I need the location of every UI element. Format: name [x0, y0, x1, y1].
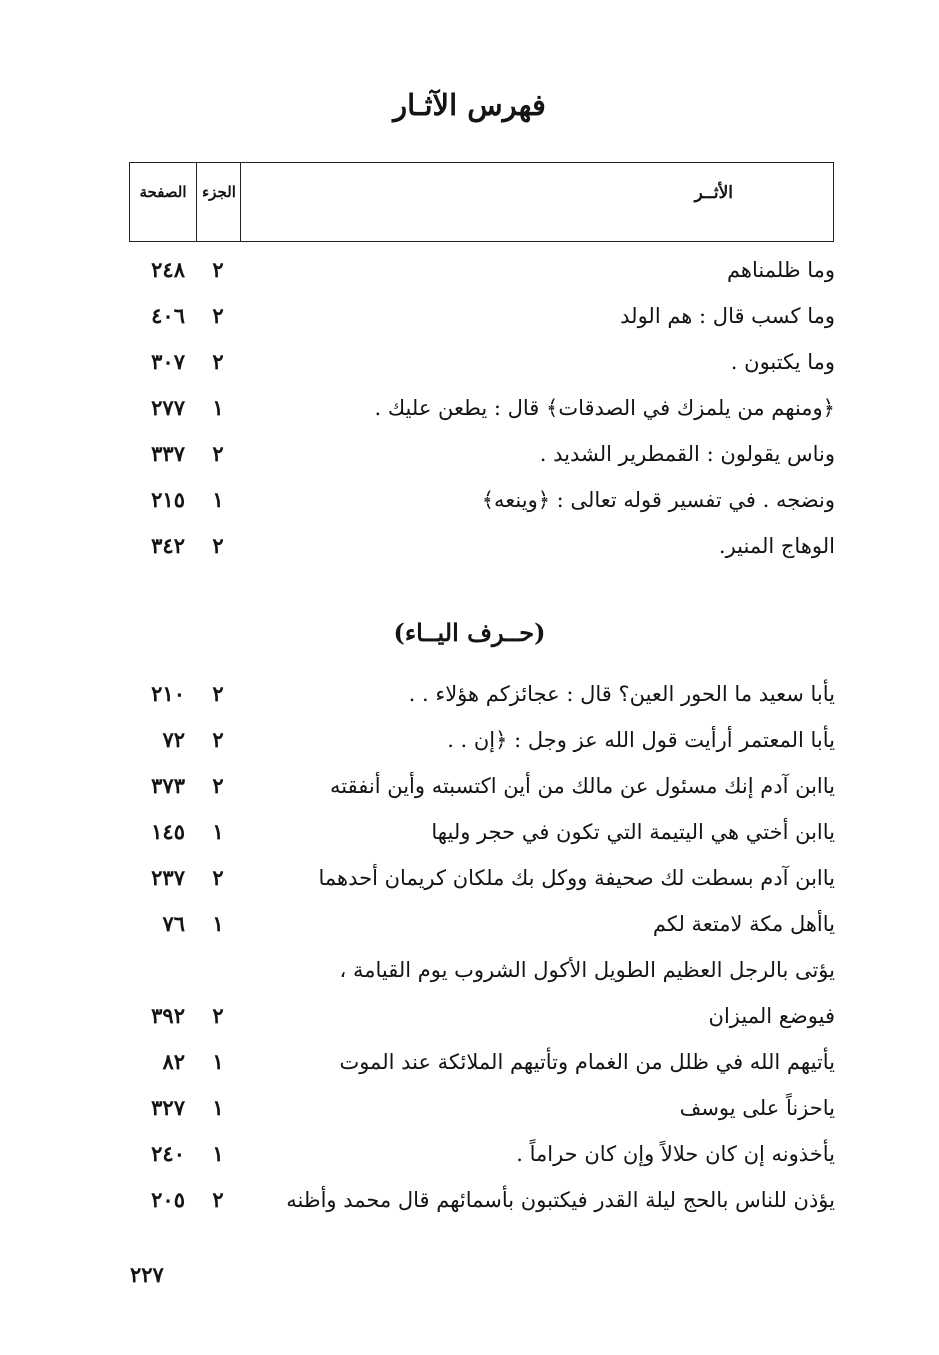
- juz-number: ١: [212, 911, 224, 936]
- juz-number: ٢: [212, 727, 224, 752]
- table-row: [0, 674, 939, 714]
- athar-text: وما كسب قال : هم الولد: [620, 304, 835, 328]
- table-row: [0, 388, 939, 428]
- athar-text: يأخذونه إن كان حلالاً وإن كان حراماً .: [516, 1142, 835, 1166]
- juz-number: ١: [212, 487, 224, 512]
- juz-number: ٢: [212, 303, 224, 328]
- juz-number: ٢: [212, 257, 224, 282]
- juz-number: ١: [212, 1141, 224, 1166]
- page-number: ١٤٥: [151, 819, 185, 844]
- column-divider: [240, 163, 241, 241]
- athar-text: يأتيهم الله في ظلل من الغمام وتأتيهم الملائكة عند الموت: [339, 1050, 835, 1074]
- juz-number: ٢: [212, 349, 224, 374]
- page-number: ٢٤٨: [151, 257, 185, 282]
- athar-text: يأبا سعيد ما الحور العين؟ قال : عجائزكم هؤلاء . .: [408, 682, 835, 706]
- table-row: [0, 1042, 939, 1082]
- juz-number: ٢: [212, 681, 224, 706]
- juz-number: ٢: [212, 865, 224, 890]
- juz-number: ٢: [212, 533, 224, 558]
- table-row: [0, 1088, 939, 1128]
- page-number: ٢١٥: [151, 487, 185, 512]
- page-number: ٣٩٢: [151, 1003, 185, 1028]
- juz-number: ٢: [212, 1187, 224, 1212]
- section-title: (حــرف اليــاء): [393, 618, 546, 647]
- athar-text: فيوضع الميزان: [708, 1004, 835, 1028]
- table-row: [0, 480, 939, 520]
- juz-number: ١: [212, 819, 224, 844]
- page-number: ٣٤٢: [151, 533, 185, 558]
- page-number: ٣٧٣: [151, 773, 185, 798]
- athar-text: ياابن آدم إنك مسئول عن مالك من أين اكتسبته وأين أنفقته: [330, 774, 835, 798]
- table-row: [0, 434, 939, 474]
- athar-text: ياابن آدم بسطت لك صحيفة ووكل بك ملكان كريمان أحدهما: [318, 866, 835, 890]
- page-number: ٤٠٦: [151, 303, 185, 328]
- table-row: [0, 526, 939, 566]
- juz-number: ٢: [212, 441, 224, 466]
- table-row: [0, 1134, 939, 1174]
- athar-text: وما يكتبون .: [730, 350, 835, 374]
- table-row: [0, 996, 939, 1036]
- athar-text: يؤتى بالرجل العظيم الطويل الأكول الشروب يوم القيامة ،: [339, 958, 835, 982]
- header-athar: الأثــر: [694, 183, 733, 203]
- table-row: [0, 342, 939, 382]
- column-divider: [196, 163, 197, 241]
- athar-text: ياأهل مكة لامتعة لكم: [652, 912, 835, 936]
- athar-text: يؤذن للناس بالحج ليلة القدر فيكتبون بأسمائهم قال محمد وأظنه: [286, 1188, 835, 1212]
- page-title: فهرس الآثـار: [393, 88, 546, 122]
- table-row: [0, 858, 939, 898]
- athar-text: وناس يقولون : القمطرير الشديد .: [539, 442, 835, 466]
- table-row: [0, 250, 939, 290]
- header-juz: الجزء: [202, 183, 236, 201]
- table-row: [0, 1180, 939, 1220]
- juz-number: ٢: [212, 773, 224, 798]
- table-row: [0, 766, 939, 806]
- athar-text: وما ظلمناهم: [726, 258, 835, 282]
- page-number: ٧٦: [162, 911, 185, 936]
- page-number: ٣٣٧: [151, 441, 185, 466]
- juz-number: ١: [212, 1095, 224, 1120]
- page-number: ٢٤٠: [151, 1141, 185, 1166]
- table-header: [129, 162, 834, 242]
- page-number: ٣٢٧: [151, 1095, 185, 1120]
- header-page: الصفحة: [139, 183, 187, 201]
- athar-text: يأبا المعتمر أرأيت قول الله عز وجل : ﴿إن . .: [447, 728, 835, 752]
- athar-text: الوهاج المنير.: [718, 534, 835, 558]
- page-number: ٢٠٥: [151, 1187, 185, 1212]
- juz-number: ١: [212, 395, 224, 420]
- athar-text: ﴿ومنهم من يلمزك في الصدقات﴾ قال : يطعن عليك .: [374, 396, 835, 420]
- table-row: [0, 720, 939, 760]
- page-number: ٧٢: [162, 727, 185, 752]
- juz-number: ١: [212, 1049, 224, 1074]
- page-number: ٢٧٧: [151, 395, 185, 420]
- page-number: ٨٢: [162, 1049, 185, 1074]
- table-row: [0, 812, 939, 852]
- athar-text: ياابن أختي هي اليتيمة التي تكون في حجر وليها: [431, 820, 835, 844]
- page-number: ٢١٠: [151, 681, 185, 706]
- page-number: ٢٣٧: [151, 865, 185, 890]
- athar-text: ياحزناً على يوسف: [679, 1096, 835, 1120]
- athar-text: ونضجه . في تفسير قوله تعالى : ﴿وينعه﴾: [481, 488, 835, 512]
- juz-number: ٢: [212, 1003, 224, 1028]
- page-number: ٣٠٧: [151, 349, 185, 374]
- footer-page-number: ٢٢٧: [130, 1262, 164, 1287]
- table-row: [0, 950, 939, 990]
- table-row: [0, 904, 939, 944]
- table-row: [0, 296, 939, 336]
